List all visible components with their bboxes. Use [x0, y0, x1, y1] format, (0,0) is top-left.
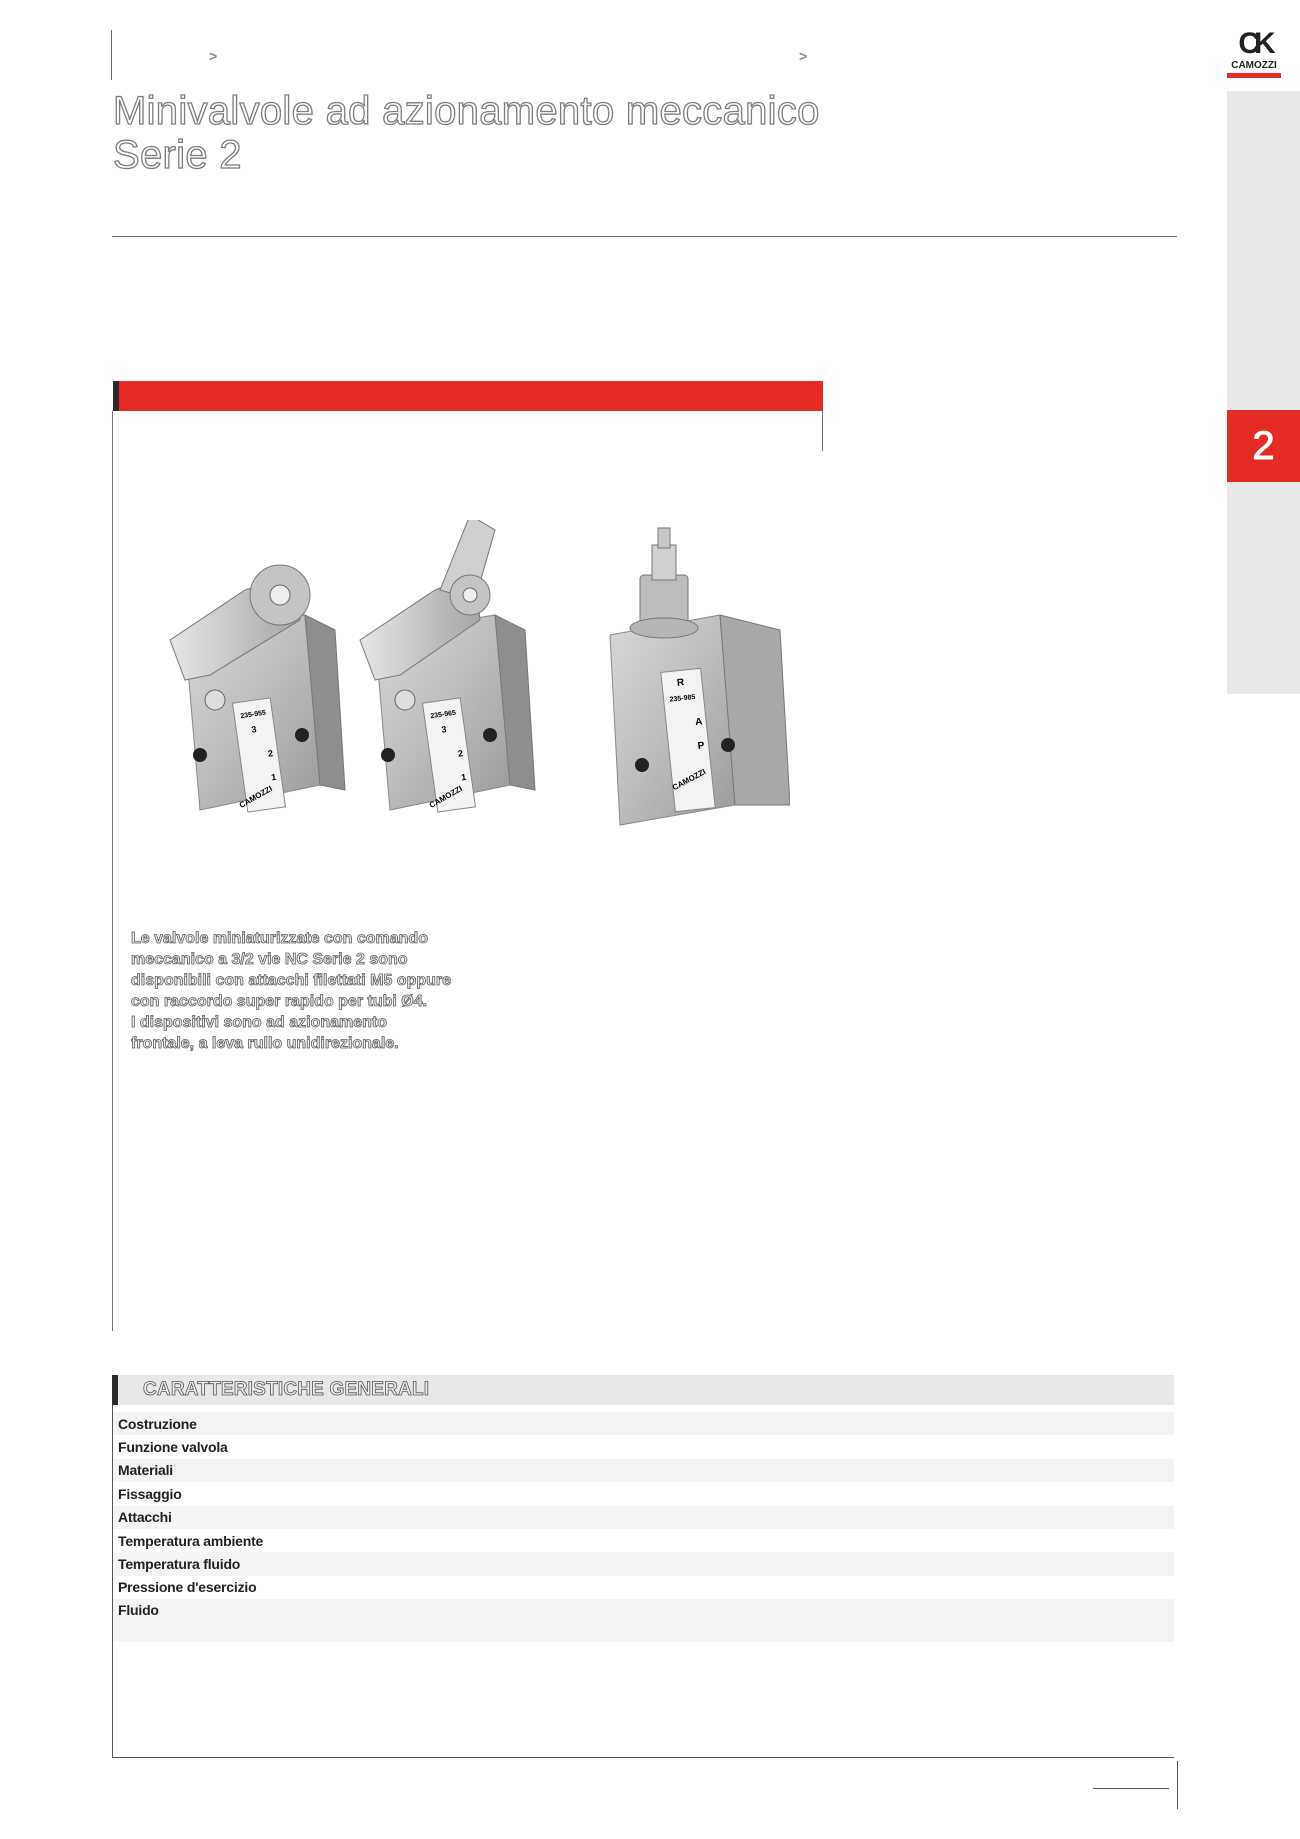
section-tab-number[interactable]: 2 — [1227, 410, 1300, 482]
bottom-rule — [112, 1757, 1174, 1758]
spec-row-materiali: Materiali — [112, 1459, 1174, 1482]
port-label: 2 — [267, 748, 274, 759]
logo-mark: CK — [1238, 27, 1270, 60]
specs-header-marker — [112, 1375, 118, 1405]
specs-table — [112, 1412, 1174, 1642]
footer-divider — [1177, 1761, 1178, 1809]
valve-model-label: 235-955 — [240, 709, 267, 721]
spec-row-temperatura-ambiente: Temperatura ambiente — [118, 1532, 264, 1549]
description-line: disponibili con attacchi filettati M5 oppure — [131, 972, 452, 989]
port-label: P — [697, 740, 705, 752]
section-tab-strip — [1227, 91, 1300, 694]
description-line: meccanico a 3/2 vie NC Serie 2 sono — [131, 951, 408, 968]
spec-row-funzione-valvola: Funzione valvola — [118, 1439, 228, 1456]
port-label: 1 — [460, 771, 467, 783]
specs-title: CARATTERISTICHE GENERALI — [143, 1379, 430, 1400]
spec-row-fissaggio: Fissaggio — [118, 1485, 182, 1502]
page-title — [113, 89, 820, 177]
header-divider — [111, 30, 112, 80]
description-line: con raccordo super rapido per tubi Ø4. — [131, 993, 428, 1010]
description-line: frontale, a leva rullo unidirezionale. — [131, 1035, 399, 1052]
title-rule — [112, 236, 1177, 237]
logo-wordmark: CAMOZZI — [1231, 60, 1277, 71]
spec-row-attacchi: Attacchi — [112, 1506, 1174, 1529]
panel-border-right — [822, 411, 823, 451]
port-label: 3 — [440, 724, 448, 735]
description-line: Le valvole miniaturizzate con comando — [131, 930, 428, 947]
spec-row-fluido: Fluido — [112, 1599, 1174, 1642]
table-border-left — [112, 1405, 113, 1757]
brand-label: CAMOZZI — [237, 783, 274, 810]
breadcrumb-separator: > — [209, 48, 218, 64]
page-title-line-2: Serie 2 — [113, 133, 242, 177]
description-line: I dispositivi sono ad azionamento — [131, 1014, 388, 1031]
section-header-marker — [113, 381, 119, 411]
port-label: 1 — [270, 771, 277, 783]
port-label: R — [676, 677, 685, 689]
valve-roller-lever — [170, 565, 345, 812]
valve-flap-lever — [360, 520, 535, 812]
port-label: A — [694, 716, 703, 729]
logo-bar — [1227, 73, 1281, 78]
valve-model-label: 235-985 — [669, 694, 696, 704]
page-title-line-1: Minivalvole ad azionamento meccanico — [113, 89, 820, 133]
camozzi-logo — [1224, 27, 1284, 75]
port-label: 3 — [250, 724, 258, 735]
breadcrumb-separator: > — [799, 48, 808, 64]
spec-row-pressione-esercizio: Pressione d'esercizio — [118, 1579, 257, 1596]
spec-row-temperatura-fluido: Temperatura fluido — [112, 1552, 1174, 1575]
valve-plunger — [610, 528, 790, 825]
spec-row-costruzione: Costruzione — [112, 1412, 1174, 1435]
panel-border-left — [112, 411, 113, 1331]
product-description — [131, 928, 471, 1054]
brand-label: CAMOZZI — [427, 783, 464, 810]
footer-rule — [1093, 1788, 1169, 1789]
brand-label: CAMOZZI — [670, 767, 708, 793]
valve-model-label: 235-965 — [430, 709, 457, 721]
port-label: 2 — [457, 748, 464, 759]
product-photo — [130, 520, 790, 880]
section-header-bar — [113, 381, 823, 411]
